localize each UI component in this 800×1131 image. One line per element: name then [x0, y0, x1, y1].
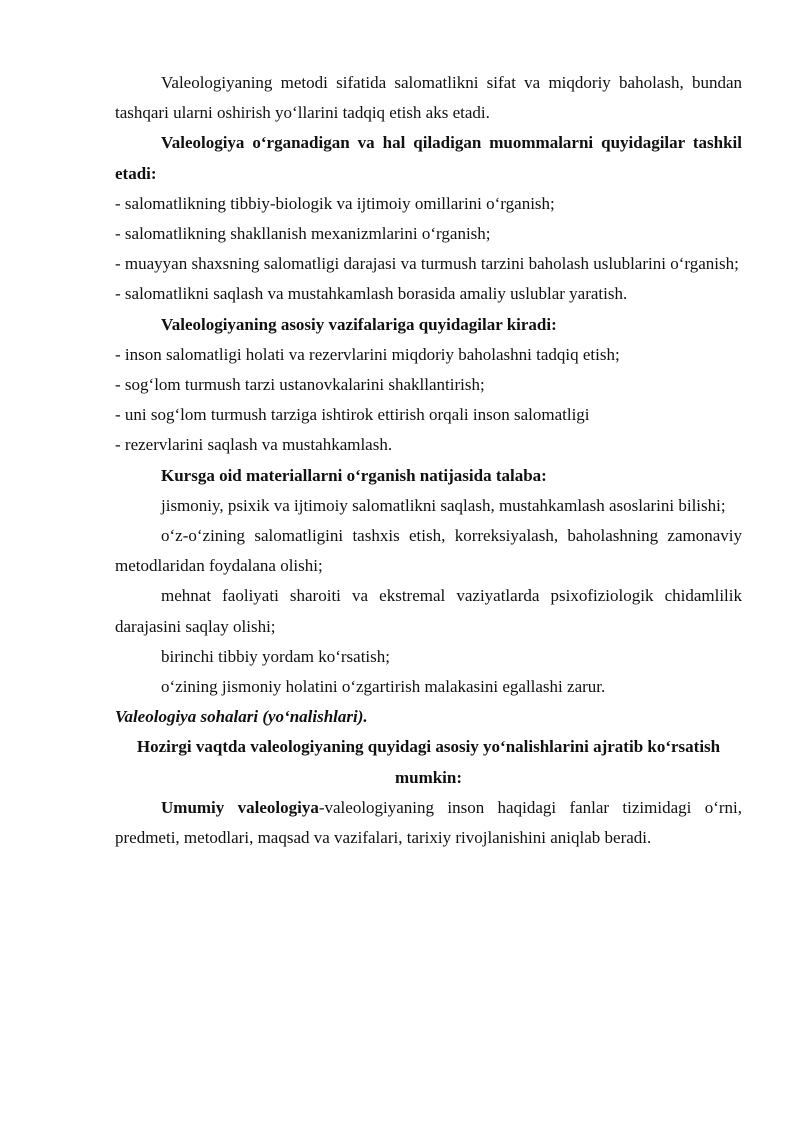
tasks-list-item: - uni sog‘lom turmush tarziga ishtirok ettirish orqali inson salomatligi [115, 405, 590, 425]
problems-heading: Valeologiya o‘rganadigan va hal qiladigan muommalarni quyidagilar tashkil etadi: [115, 133, 742, 183]
outcomes-list-item: birinchi tibbiy yordam ko‘rsatish; [161, 646, 390, 666]
problems-list-item: - salomatlikni saqlash va mustahkamlash borasida amaliy uslublar yaratish. [115, 284, 628, 304]
problems-list-item: - muayyan shaxsning salomatligi darajasi va turmush tarzini baholash uslublarini o‘rganish; [115, 254, 739, 274]
general-valeology-term: Umumiy valeologiya [161, 797, 319, 817]
intro-paragraph: Valeologiyaning metodi sifatida salomatlikni sifat va miqdoriy baholash, bundan tashqari ularni oshirish yo‘llarini tadqiq etish aks etadi. [115, 73, 742, 123]
tasks-heading: Valeologiyaning asosiy vazifalariga quyidagilar kiradi: [161, 314, 557, 334]
document-page [115, 68, 742, 853]
general-valeology-paragraph [115, 793, 742, 853]
outcomes-list-item: o‘z-o‘zining salomatligini tashxis etish, korreksiyalash, baholashning zamonaviy metodlaridan foydalana olishi; [115, 526, 742, 576]
directions-heading: Hozirgi vaqtda valeologiyaning quyidagi asosiy yo‘nalishlarini ajratib ko‘rsatish mumkin: [136, 737, 721, 787]
tasks-list-item: - sog‘lom turmush tarzi ustanovkalarini shakllantirish; [115, 375, 485, 395]
general-valeology-definition: -valeologiyaning inson haqidagi fanlar tizimidagi o‘rni, predmeti, metodlari, maqsad va vazifalari, tarixiy rivojlanishini aniqlab beradi. [115, 797, 742, 848]
outcomes-list-item: jismoniy, psixik va ijtimoiy salomatlikni saqlash, mustahkamlash asoslarini bilishi; [161, 495, 726, 515]
tasks-list-item: - rezervlarini saqlash va mustahkamlash. [115, 435, 393, 455]
outcomes-list-item: o‘zining jismoniy holatini o‘zgartirish malakasini egallashi zarur. [161, 677, 606, 697]
problems-list-item: - salomatlikning tibbiy-biologik va ijtimoiy omillarini o‘rganish; [115, 193, 555, 213]
outcomes-list-item: mehnat faoliyati sharoiti va ekstremal vaziyatlarda psixofiziologik chidamlilik darajasini saqlay olishi; [115, 586, 742, 636]
problems-list-item: - salomatlikning shakllanish mexanizmlarini o‘rganish; [115, 224, 491, 244]
outcomes-heading: Kursga oid materiallarni o‘rganish natijasida talaba: [161, 465, 547, 485]
sections-heading: Valeologiya sohalari (yo‘nalishlari). [115, 707, 368, 727]
tasks-list-item: - inson salomatligi holati va rezervlarini miqdoriy baholashni tadqiq etish; [115, 344, 620, 364]
